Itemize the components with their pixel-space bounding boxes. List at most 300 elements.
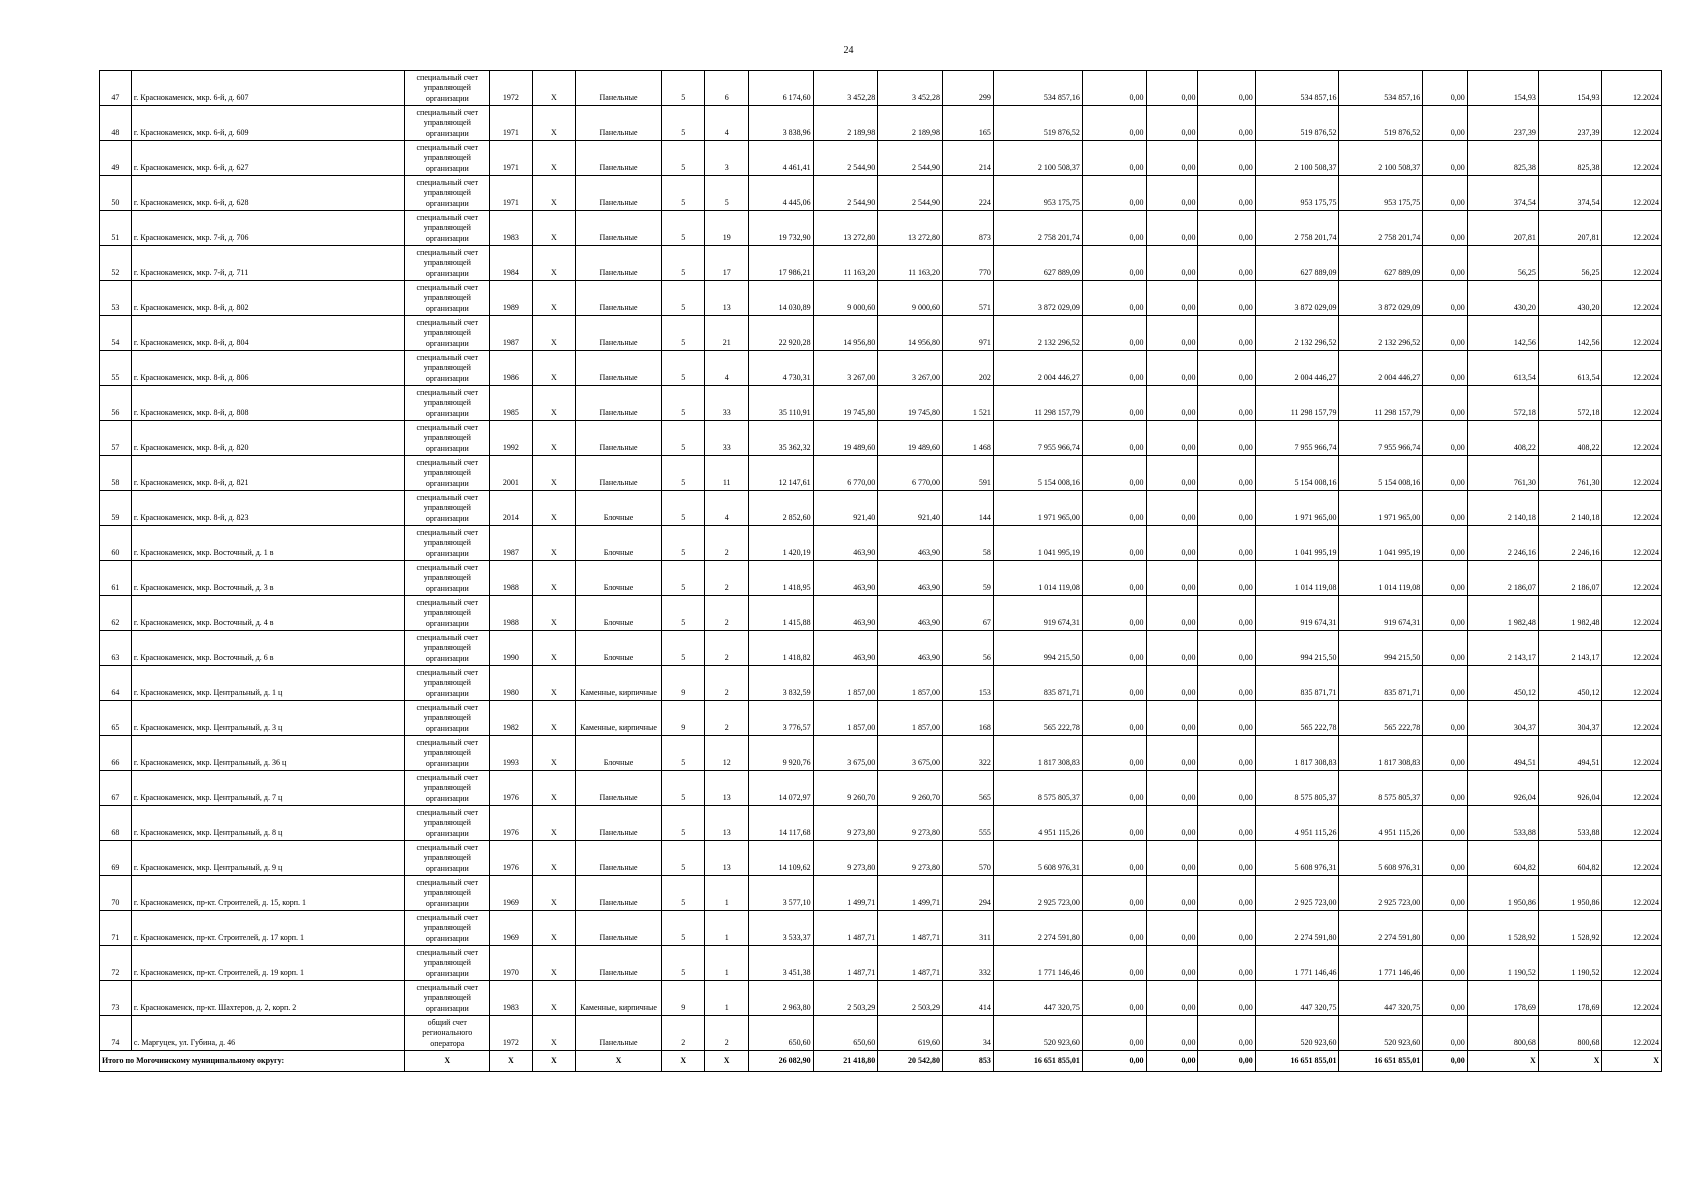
cell-year-built: 1976: [490, 771, 532, 806]
cell-renovation-year: X: [532, 106, 575, 141]
cell-completion-date: 12.2024: [1602, 421, 1662, 456]
cell-repair-cost: 4 951 115,26: [993, 806, 1082, 841]
cell-fund-3: 0,00: [1198, 561, 1255, 596]
cell-fund-3: 0,00: [1198, 246, 1255, 281]
cell-completion-date: 12.2024: [1602, 526, 1662, 561]
cell-fund-5: 4 951 115,26: [1339, 806, 1423, 841]
cell-renovation-year: X: [532, 351, 575, 386]
cell-fund-4: 8 575 805,37: [1255, 771, 1339, 806]
cell-repair-cost: 2 274 591,80: [993, 911, 1082, 946]
cell-year-built: 1993: [490, 736, 532, 771]
cell-residential-area: 463,90: [813, 631, 878, 666]
cell-fund-1: 0,00: [1082, 246, 1146, 281]
cell-floors: 5: [661, 771, 704, 806]
cell-total-area: 650,60: [748, 1016, 813, 1051]
cell-fund-5: 534 857,16: [1339, 71, 1423, 106]
cell-max-unit-cost: 207,81: [1538, 211, 1602, 246]
cell-row-number: 49: [100, 141, 132, 176]
cell-max-unit-cost: 1 528,92: [1538, 911, 1602, 946]
cell-fund-6: 0,00: [1423, 351, 1468, 386]
cell-unit-cost: 178,69: [1467, 981, 1538, 1016]
cell-address: г. Краснокаменск, мкр. 6-й, д. 627: [131, 141, 405, 176]
page-number: 24: [843, 45, 854, 56]
cell-residents: 224: [942, 176, 993, 211]
cell-wall-material: Панельные: [576, 211, 662, 246]
cell-fund-1: 0,00: [1082, 176, 1146, 211]
cell-wall-material: Каменные, кирпичные: [576, 981, 662, 1016]
cell-wall-material: Панельные: [576, 316, 662, 351]
cell-year-built: 1982: [490, 701, 532, 736]
cell-residents: 1 468: [942, 421, 993, 456]
cell-fund-6: 0,00: [1423, 806, 1468, 841]
cell-completion-date: 12.2024: [1602, 981, 1662, 1016]
cell-floors: 5: [661, 876, 704, 911]
cell-entrances: 13: [705, 281, 748, 316]
cell-account-type: специальный счет управляющей организации: [405, 666, 490, 701]
cell-repair-cost: 919 674,31: [993, 596, 1082, 631]
cell-fund-1: 0,00: [1082, 981, 1146, 1016]
cell-living-area: 1 857,00: [878, 701, 943, 736]
cell-living-area: 463,90: [878, 526, 943, 561]
housing-register-table: [99, 70, 1662, 1072]
cell-address: г. Краснокаменск, мкр. Восточный, д. 6 в: [131, 631, 405, 666]
cell-entrances: 33: [705, 421, 748, 456]
cell-living-area: 1 857,00: [878, 666, 943, 701]
cell-account-type: специальный счет управляющей организации: [405, 701, 490, 736]
cell-fund-6: 0,00: [1423, 701, 1468, 736]
cell-address: г. Краснокаменск, мкр. 6-й, д. 607: [131, 71, 405, 106]
cell-residents: 332: [942, 946, 993, 981]
cell-account-type: специальный счет управляющей организации: [405, 246, 490, 281]
cell-repair-cost: 565 222,78: [993, 701, 1082, 736]
cell-row-number: 67: [100, 771, 132, 806]
cell-max-unit-cost: 408,22: [1538, 421, 1602, 456]
cell-max-unit-cost: 2 186,07: [1538, 561, 1602, 596]
cell-fund-4: 627 889,09: [1255, 246, 1339, 281]
cell-account-type: специальный счет управляющей организации: [405, 876, 490, 911]
cell-fund-2: 0,00: [1146, 946, 1198, 981]
cell-living-area: 9 260,70: [878, 771, 943, 806]
cell-total-area: 19 732,90: [748, 211, 813, 246]
cell-repair-cost: 1 971 965,00: [993, 491, 1082, 526]
cell-residential-area: 3 267,00: [813, 351, 878, 386]
cell-fund-2: 0,00: [1146, 596, 1198, 631]
cell-repair-cost: 1 771 146,46: [993, 946, 1082, 981]
cell-floors: 5: [661, 281, 704, 316]
cell-renovation-year: X: [532, 211, 575, 246]
table-row: [100, 946, 1662, 981]
cell-address: г. Краснокаменск, пр-кт. Шахтеров, д. 2, корп. 2: [131, 981, 405, 1016]
cell-fund-3: 0,00: [1198, 526, 1255, 561]
cell-entrances: 1: [705, 981, 748, 1016]
cell-account-type: специальный счет управляющей организации: [405, 491, 490, 526]
cell-completion-date: 12.2024: [1602, 106, 1662, 141]
cell-fund-5: 1 014 119,08: [1339, 561, 1423, 596]
cell-residents: 59: [942, 561, 993, 596]
cell-total-area: 4 445,06: [748, 176, 813, 211]
cell-fund-5: 2 004 446,27: [1339, 351, 1423, 386]
cell-fund-4: 994 215,50: [1255, 631, 1339, 666]
cell-residential-area: 3 452,28: [813, 71, 878, 106]
cell-max-unit-cost: 926,04: [1538, 771, 1602, 806]
cell-residential-area: 1 487,71: [813, 946, 878, 981]
cell-fund-4: 1 817 308,83: [1255, 736, 1339, 771]
cell-fund-6: 0,00: [1423, 71, 1468, 106]
cell-address: г. Краснокаменск, мкр. Центральный, д. 8 ц: [131, 806, 405, 841]
cell-row-number: 60: [100, 526, 132, 561]
cell-total-area: 4 461,41: [748, 141, 813, 176]
cell-fund-4: 7 955 966,74: [1255, 421, 1339, 456]
cell-fund-6: 0,00: [1423, 421, 1468, 456]
cell-fund-3: 0,00: [1198, 386, 1255, 421]
cell-unit-cost: 1 528,92: [1467, 911, 1538, 946]
cell-year-built: 1990: [490, 631, 532, 666]
cell-fund-2: 0,00: [1146, 71, 1198, 106]
cell-total-area: 1 415,88: [748, 596, 813, 631]
cell-completion-date: 12.2024: [1602, 911, 1662, 946]
cell-fund-2: 0,00: [1146, 666, 1198, 701]
cell-fund-4: 2 004 446,27: [1255, 351, 1339, 386]
cell-year-built: 1987: [490, 526, 532, 561]
cell-max-unit-cost: 494,51: [1538, 736, 1602, 771]
cell-fund-5: 994 215,50: [1339, 631, 1423, 666]
cell-residents: 144: [942, 491, 993, 526]
cell-year-built: 1976: [490, 841, 532, 876]
cell-repair-cost: 3 872 029,09: [993, 281, 1082, 316]
cell-total-area: 1 418,82: [748, 631, 813, 666]
cell-floors: 2: [661, 1016, 704, 1051]
cell-row-number: 48: [100, 106, 132, 141]
cell-renovation-year: X: [532, 806, 575, 841]
cell-total-area: 4 730,31: [748, 351, 813, 386]
cell-total-area: 14 109,62: [748, 841, 813, 876]
cell-total-area: 35 362,32: [748, 421, 813, 456]
cell-fund-1: 0,00: [1082, 106, 1146, 141]
cell-renovation-year: X: [532, 841, 575, 876]
cell-wall-material: Панельные: [576, 876, 662, 911]
cell-entrances: 4: [705, 106, 748, 141]
cell-fund-6: 0,00: [1423, 946, 1468, 981]
cell-fund-4: 1 041 995,19: [1255, 526, 1339, 561]
cell-max-unit-cost: 154,93: [1538, 71, 1602, 106]
cell-unit-cost: 2 246,16: [1467, 526, 1538, 561]
cell-unit-cost: 572,18: [1467, 386, 1538, 421]
cell-row-number: 65: [100, 701, 132, 736]
table-row: [100, 176, 1662, 211]
cell-address: г. Краснокаменск, мкр. 8-й, д. 808: [131, 386, 405, 421]
cell-living-area: 2 544,90: [878, 141, 943, 176]
cell-unit-cost: 374,54: [1467, 176, 1538, 211]
cell-year-built: 1970: [490, 946, 532, 981]
cell-row-number: 51: [100, 211, 132, 246]
cell-fund-3: 0,00: [1198, 106, 1255, 141]
cell-fund-5: 520 923,60: [1339, 1016, 1423, 1051]
cell-renovation-year: X: [532, 526, 575, 561]
cell-year-built: 1972: [490, 1016, 532, 1051]
cell-fund-3: 0,00: [1198, 141, 1255, 176]
cell-residents: 971: [942, 316, 993, 351]
cell-total-area: 14 030,89: [748, 281, 813, 316]
cell-fund-2: 0,00: [1146, 806, 1198, 841]
cell-fund-4: 447 320,75: [1255, 981, 1339, 1016]
cell-completion-date: 12.2024: [1602, 701, 1662, 736]
cell-row-number: 62: [100, 596, 132, 631]
cell-max-unit-cost: 533,88: [1538, 806, 1602, 841]
cell-account-type: специальный счет управляющей организации: [405, 386, 490, 421]
cell-floors: 5: [661, 561, 704, 596]
cell-year-built: 1983: [490, 981, 532, 1016]
cell-year-built: 2001: [490, 456, 532, 491]
cell-account-type: специальный счет управляющей организации: [405, 316, 490, 351]
cell-wall-material: Каменные, кирпичные: [576, 701, 662, 736]
cell-fund-1: 0,00: [1082, 526, 1146, 561]
cell-unit-cost: 761,30: [1467, 456, 1538, 491]
cell-residential-area: 9 000,60: [813, 281, 878, 316]
cell-floors: 9: [661, 981, 704, 1016]
cell-unit-cost: 1 982,48: [1467, 596, 1538, 631]
cell-living-area: 463,90: [878, 596, 943, 631]
cell-residents: 168: [942, 701, 993, 736]
cell-fund-3: 0,00: [1198, 176, 1255, 211]
cell-address: г. Краснокаменск, мкр. 8-й, д. 802: [131, 281, 405, 316]
cell-residential-area: 650,60: [813, 1016, 878, 1051]
cell-year-built: 1969: [490, 876, 532, 911]
cell-max-unit-cost: 572,18: [1538, 386, 1602, 421]
cell-fund-2: 0,00: [1146, 561, 1198, 596]
cell-completion-date: 12.2024: [1602, 281, 1662, 316]
cell-total-area: 1 418,95: [748, 561, 813, 596]
cell-fund-6: 0,00: [1423, 771, 1468, 806]
cell-account-type: специальный счет управляющей организации: [405, 176, 490, 211]
table-row: [100, 666, 1662, 701]
cell-completion-date: 12.2024: [1602, 666, 1662, 701]
cell-address: г. Краснокаменск, мкр. 6-й, д. 609: [131, 106, 405, 141]
cell-floors: 5: [661, 246, 704, 281]
table-row: [100, 106, 1662, 141]
table-row: [100, 456, 1662, 491]
cell-fund-2: 0,00: [1146, 351, 1198, 386]
cell-max-unit-cost: 430,20: [1538, 281, 1602, 316]
cell-year-built: 1986: [490, 351, 532, 386]
cell-renovation-year: X: [532, 701, 575, 736]
cell-residential-area: 11 163,20: [813, 246, 878, 281]
cell-fund-2: 0,00: [1146, 981, 1198, 1016]
table-row: [100, 981, 1662, 1016]
cell-renovation-year: X: [532, 596, 575, 631]
cell-fund-3: 0,00: [1198, 806, 1255, 841]
cell-account-type: специальный счет управляющей организации: [405, 841, 490, 876]
cell-residents: 770: [942, 246, 993, 281]
cell-entrances: 33: [705, 386, 748, 421]
cell-fund-5: 2 274 591,80: [1339, 911, 1423, 946]
cell-fund-4: 953 175,75: [1255, 176, 1339, 211]
cell-living-area: 13 272,80: [878, 211, 943, 246]
cell-account-type: специальный счет управляющей организации: [405, 736, 490, 771]
cell-renovation-year: X: [532, 666, 575, 701]
cell-account-type: специальный счет управляющей организации: [405, 526, 490, 561]
cell-repair-cost: 5 608 976,31: [993, 841, 1082, 876]
cell-wall-material: Панельные: [576, 841, 662, 876]
cell-completion-date: 12.2024: [1602, 176, 1662, 211]
cell-wall-material: Панельные: [576, 176, 662, 211]
cell-fund-6: 0,00: [1423, 246, 1468, 281]
cell-fund-4: 519 876,52: [1255, 106, 1339, 141]
cell-year-built: 1971: [490, 176, 532, 211]
cell-completion-date: 12.2024: [1602, 631, 1662, 666]
cell-completion-date: 12.2024: [1602, 771, 1662, 806]
cell-fund-2: 0,00: [1146, 386, 1198, 421]
cell-fund-1: 0,00: [1082, 596, 1146, 631]
total-entrances: X: [705, 1051, 748, 1072]
cell-max-unit-cost: 1 190,52: [1538, 946, 1602, 981]
cell-year-built: 1988: [490, 596, 532, 631]
cell-fund-1: 0,00: [1082, 491, 1146, 526]
cell-completion-date: 12.2024: [1602, 456, 1662, 491]
table-body: [100, 71, 1662, 1051]
cell-fund-3: 0,00: [1198, 281, 1255, 316]
cell-unit-cost: 154,93: [1467, 71, 1538, 106]
cell-fund-2: 0,00: [1146, 141, 1198, 176]
cell-completion-date: 12.2024: [1602, 841, 1662, 876]
cell-residents: 1 521: [942, 386, 993, 421]
cell-residential-area: 3 675,00: [813, 736, 878, 771]
cell-fund-4: 1 014 119,08: [1255, 561, 1339, 596]
cell-fund-1: 0,00: [1082, 71, 1146, 106]
total-f1: 0,00: [1082, 1051, 1146, 1072]
total-floors: X: [661, 1051, 704, 1072]
cell-wall-material: Панельные: [576, 806, 662, 841]
cell-residents: 58: [942, 526, 993, 561]
cell-fund-4: 3 872 029,09: [1255, 281, 1339, 316]
cell-year-built: 1971: [490, 141, 532, 176]
cell-address: г. Краснокаменск, мкр. 8-й, д. 820: [131, 421, 405, 456]
cell-fund-2: 0,00: [1146, 176, 1198, 211]
cell-row-number: 64: [100, 666, 132, 701]
total-renov: X: [532, 1051, 575, 1072]
table-row: [100, 246, 1662, 281]
cell-address: г. Краснокаменск, мкр. Восточный, д. 4 в: [131, 596, 405, 631]
cell-entrances: 2: [705, 631, 748, 666]
cell-fund-1: 0,00: [1082, 736, 1146, 771]
cell-entrances: 13: [705, 841, 748, 876]
cell-address: г. Краснокаменск, пр-кт. Строителей, д. 17 корп. 1: [131, 911, 405, 946]
cell-total-area: 12 147,61: [748, 456, 813, 491]
cell-floors: 5: [661, 456, 704, 491]
cell-year-built: 1992: [490, 421, 532, 456]
cell-floors: 5: [661, 351, 704, 386]
cell-renovation-year: X: [532, 176, 575, 211]
cell-repair-cost: 2 004 446,27: [993, 351, 1082, 386]
total-material: X: [576, 1051, 662, 1072]
cell-residents: 565: [942, 771, 993, 806]
cell-renovation-year: X: [532, 946, 575, 981]
total-acct: X: [405, 1051, 490, 1072]
cell-account-type: специальный счет управляющей организации: [405, 281, 490, 316]
cell-wall-material: Блочные: [576, 526, 662, 561]
cell-renovation-year: X: [532, 316, 575, 351]
table-row: [100, 771, 1662, 806]
cell-row-number: 54: [100, 316, 132, 351]
cell-fund-6: 0,00: [1423, 911, 1468, 946]
cell-floors: 5: [661, 526, 704, 561]
cell-fund-2: 0,00: [1146, 1016, 1198, 1051]
cell-residential-area: 1 857,00: [813, 666, 878, 701]
cell-row-number: 57: [100, 421, 132, 456]
cell-completion-date: 12.2024: [1602, 946, 1662, 981]
cell-completion-date: 12.2024: [1602, 491, 1662, 526]
cell-address: г. Краснокаменск, мкр. Восточный, д. 1 в: [131, 526, 405, 561]
cell-repair-cost: 1 041 995,19: [993, 526, 1082, 561]
cell-fund-4: 2 100 508,37: [1255, 141, 1339, 176]
cell-renovation-year: X: [532, 141, 575, 176]
cell-unit-cost: 142,56: [1467, 316, 1538, 351]
cell-fund-5: 5 154 008,16: [1339, 456, 1423, 491]
cell-residents: 591: [942, 456, 993, 491]
cell-residential-area: 1 487,71: [813, 911, 878, 946]
total-date: X: [1602, 1051, 1662, 1072]
cell-address: г. Краснокаменск, пр-кт. Строителей, д. 15, корп. 1: [131, 876, 405, 911]
cell-floors: 5: [661, 211, 704, 246]
cell-max-unit-cost: 142,56: [1538, 316, 1602, 351]
cell-total-area: 3 451,38: [748, 946, 813, 981]
table-row: [100, 911, 1662, 946]
cell-floors: 5: [661, 946, 704, 981]
cell-repair-cost: 534 857,16: [993, 71, 1082, 106]
cell-row-number: 53: [100, 281, 132, 316]
cell-wall-material: Панельные: [576, 351, 662, 386]
cell-living-area: 19 489,60: [878, 421, 943, 456]
cell-max-unit-cost: 1 982,48: [1538, 596, 1602, 631]
cell-max-unit-cost: 2 143,17: [1538, 631, 1602, 666]
cell-fund-4: 2 274 591,80: [1255, 911, 1339, 946]
cell-completion-date: 12.2024: [1602, 736, 1662, 771]
cell-fund-5: 3 872 029,09: [1339, 281, 1423, 316]
cell-account-type: специальный счет управляющей организации: [405, 806, 490, 841]
cell-fund-6: 0,00: [1423, 666, 1468, 701]
cell-row-number: 58: [100, 456, 132, 491]
cell-entrances: 3: [705, 141, 748, 176]
cell-account-type: специальный счет управляющей организации: [405, 421, 490, 456]
cell-fund-5: 5 608 976,31: [1339, 841, 1423, 876]
table-row: [100, 386, 1662, 421]
cell-entrances: 11: [705, 456, 748, 491]
cell-residents: 202: [942, 351, 993, 386]
table-row: [100, 841, 1662, 876]
cell-fund-6: 0,00: [1423, 981, 1468, 1016]
cell-residential-area: 14 956,80: [813, 316, 878, 351]
cell-row-number: 73: [100, 981, 132, 1016]
cell-fund-6: 0,00: [1423, 1016, 1468, 1051]
cell-repair-cost: 2 100 508,37: [993, 141, 1082, 176]
cell-repair-cost: 11 298 157,79: [993, 386, 1082, 421]
cell-wall-material: Блочные: [576, 631, 662, 666]
cell-row-number: 69: [100, 841, 132, 876]
cell-account-type: специальный счет управляющей организации: [405, 561, 490, 596]
cell-fund-4: 565 222,78: [1255, 701, 1339, 736]
cell-renovation-year: X: [532, 736, 575, 771]
cell-entrances: 2: [705, 561, 748, 596]
cell-wall-material: Панельные: [576, 771, 662, 806]
cell-fund-2: 0,00: [1146, 106, 1198, 141]
total-u2: X: [1538, 1051, 1602, 1072]
cell-fund-1: 0,00: [1082, 211, 1146, 246]
cell-residential-area: 463,90: [813, 596, 878, 631]
cell-entrances: 13: [705, 771, 748, 806]
cell-completion-date: 12.2024: [1602, 876, 1662, 911]
table-row: [100, 701, 1662, 736]
cell-repair-cost: 7 955 966,74: [993, 421, 1082, 456]
cell-account-type: специальный счет управляющей организации: [405, 71, 490, 106]
